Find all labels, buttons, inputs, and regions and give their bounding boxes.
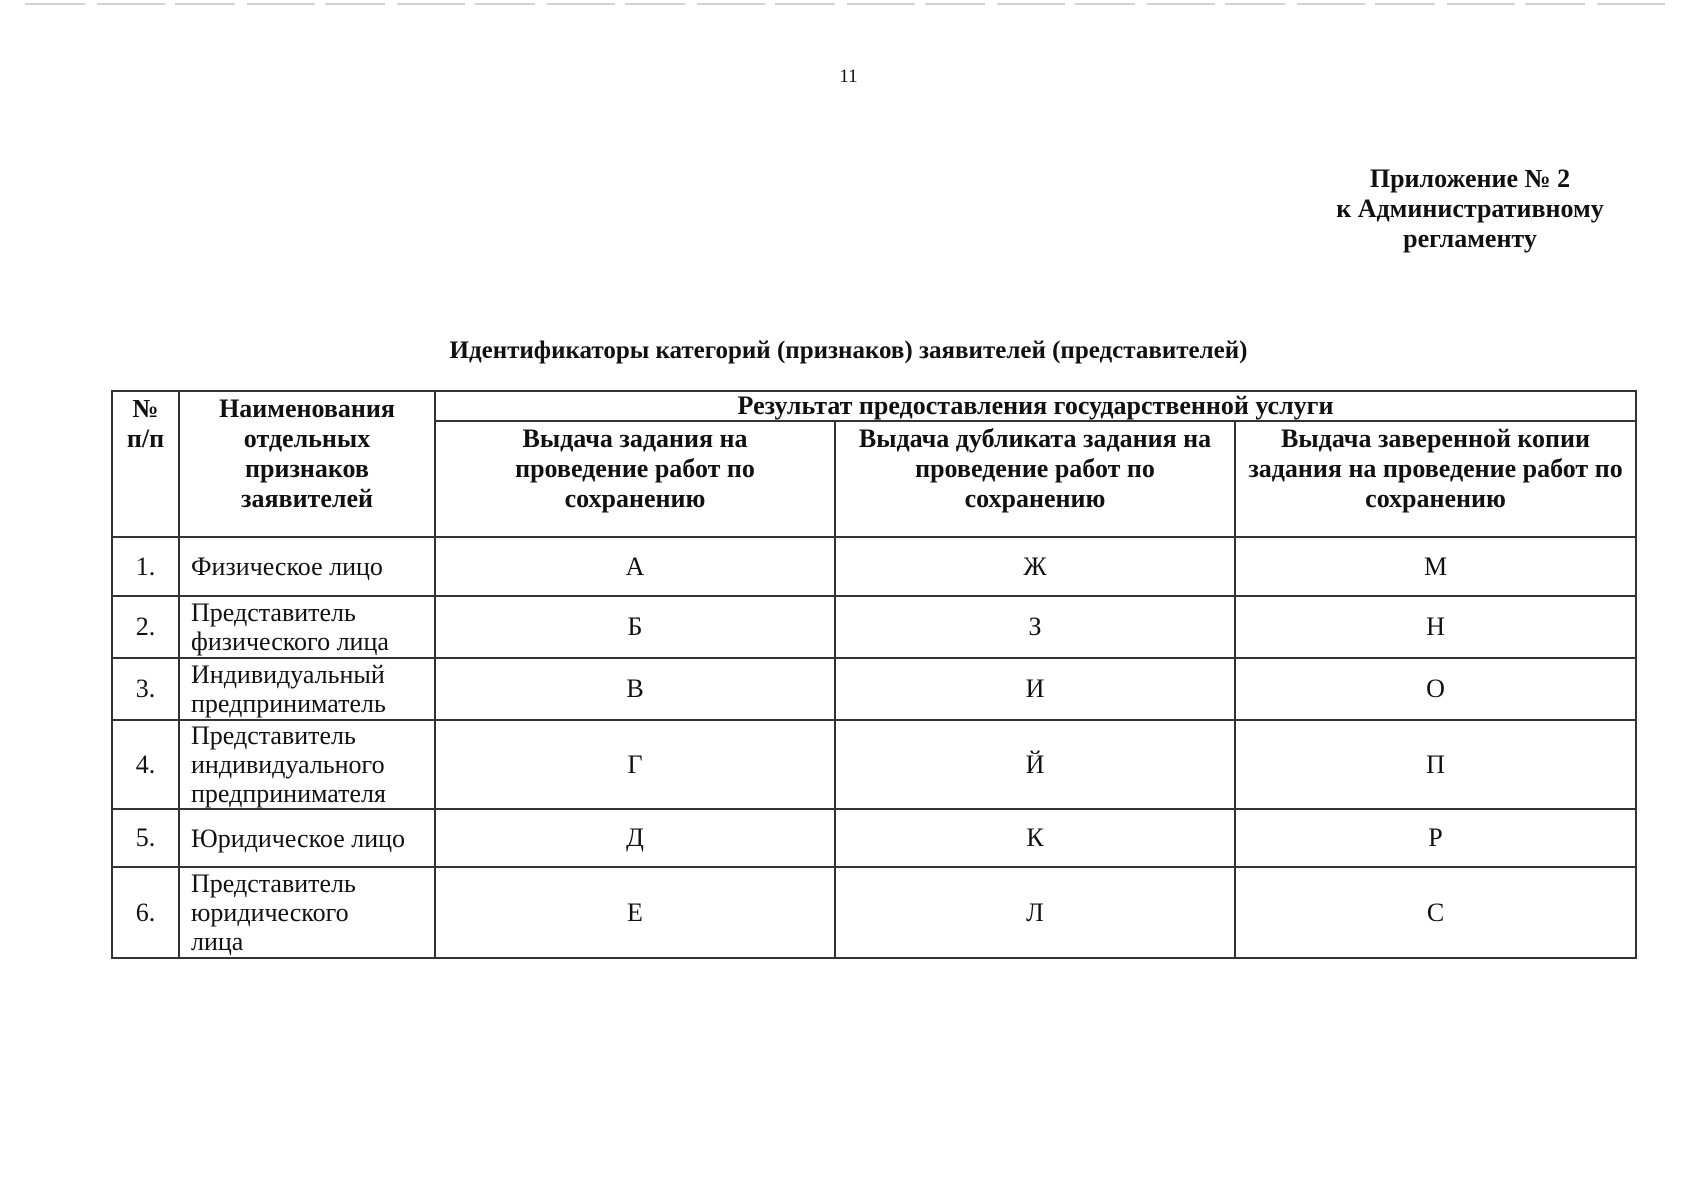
header-attribute-name-text: Наименования отдельных признаков заявителей — [219, 394, 395, 513]
row-attribute-name-text: Индивидуальный предприниматель — [191, 660, 386, 718]
row-code-issue-task: А — [435, 537, 835, 596]
header-number-text: № п/п — [126, 394, 165, 453]
row-code-certified-copy: О — [1235, 658, 1636, 720]
page-number: 11 — [839, 66, 858, 87]
table-row — [112, 596, 1636, 658]
appendix-line-2: к Административному — [1336, 194, 1604, 223]
table-row — [112, 867, 1636, 958]
row-code-issue-task: Е — [435, 867, 835, 958]
row-number: 3. — [112, 658, 179, 720]
row-attribute-name — [179, 867, 435, 958]
header-issue-task — [435, 421, 835, 537]
row-code-duplicate: Й — [835, 720, 1235, 809]
row-number: 6. — [112, 867, 179, 958]
row-code-certified-copy: Р — [1235, 809, 1636, 867]
row-attribute-name — [179, 596, 435, 658]
header-issue-certified-copy — [1235, 421, 1636, 537]
row-attribute-name: Физическое лицо — [179, 537, 435, 596]
header-service-result: Результат предоставления государственной услуги — [435, 391, 1636, 421]
row-attribute-name-text: Представитель физического лица — [191, 598, 389, 656]
row-code-certified-copy: Н — [1235, 596, 1636, 658]
row-attribute-name-text: Представитель юридического лица — [191, 869, 356, 956]
row-code-issue-task: Д — [435, 809, 835, 867]
row-attribute-name-text: Представитель индивидуального предпринимателя — [191, 721, 386, 808]
row-code-certified-copy: М — [1235, 537, 1636, 596]
row-attribute-name — [179, 658, 435, 720]
row-number: 5. — [112, 809, 179, 867]
row-code-duplicate: И — [835, 658, 1235, 720]
row-code-duplicate: Ж — [835, 537, 1235, 596]
table-row — [112, 809, 1636, 867]
row-code-duplicate: К — [835, 809, 1235, 867]
header-issue-certified-copy-text: Выдача заверенной копии задания на проведение работ по сохранению — [1248, 424, 1623, 513]
header-number — [112, 391, 179, 537]
appendix-line-1: Приложение № 2 — [1369, 164, 1571, 193]
table-row — [112, 658, 1636, 720]
row-code-issue-task: Б — [435, 596, 835, 658]
row-number: 4. — [112, 720, 179, 809]
document-title: Идентификаторы категорий (признаков) заявителей (представителей) — [449, 337, 1248, 364]
appendix-heading — [1320, 164, 1620, 254]
identifiers-table — [111, 390, 1637, 959]
row-code-certified-copy: П — [1235, 720, 1636, 809]
row-code-issue-task: В — [435, 658, 835, 720]
row-code-certified-copy: С — [1235, 867, 1636, 958]
header-attribute-name — [179, 391, 435, 537]
scan-artifact-line — [25, 3, 1675, 5]
row-attribute-name: Юридическое лицо — [179, 809, 435, 867]
appendix-line-3: регламенту — [1403, 224, 1537, 253]
row-number: 2. — [112, 596, 179, 658]
row-attribute-name — [179, 720, 435, 809]
row-code-issue-task: Г — [435, 720, 835, 809]
row-code-duplicate: Л — [835, 867, 1235, 958]
header-issue-task-text: Выдача задания на проведение работ по сохранению — [515, 424, 755, 513]
table-row — [112, 720, 1636, 809]
row-number: 1. — [112, 537, 179, 596]
table-row — [112, 537, 1636, 596]
header-issue-duplicate-text: Выдача дубликата задания на проведение работ по сохранению — [858, 424, 1212, 513]
row-code-duplicate: З — [835, 596, 1235, 658]
header-issue-duplicate — [835, 421, 1235, 537]
